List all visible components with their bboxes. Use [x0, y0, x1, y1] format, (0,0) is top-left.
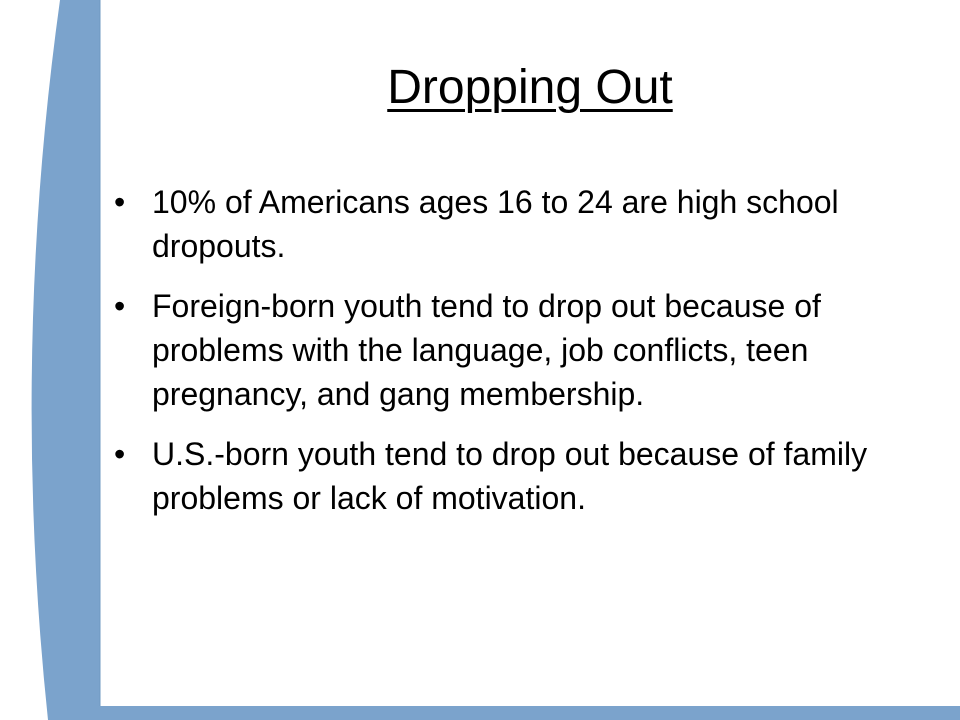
bullet-list — [110, 180, 940, 536]
bullet-item — [110, 432, 940, 520]
bullet-item — [110, 284, 940, 416]
bullet-dot-icon: • — [114, 184, 126, 220]
bullet-text: Foreign-born youth tend to drop out because of problems with the language, job conflicts, teen pregnancy, and gang membership. — [152, 288, 821, 412]
bullet-dot-icon: • — [114, 288, 126, 324]
bullet-dot-icon: • — [114, 436, 126, 472]
bullet-item — [110, 180, 940, 268]
slide-title: Dropping Out — [387, 61, 673, 114]
bullet-text: U.S.-born youth tend to drop out because of family problems or lack of motivation. — [152, 436, 868, 516]
bottom-accent-bar — [60, 706, 960, 720]
bullet-text: 10% of Americans ages 16 to 24 are high school dropouts. — [152, 184, 839, 264]
